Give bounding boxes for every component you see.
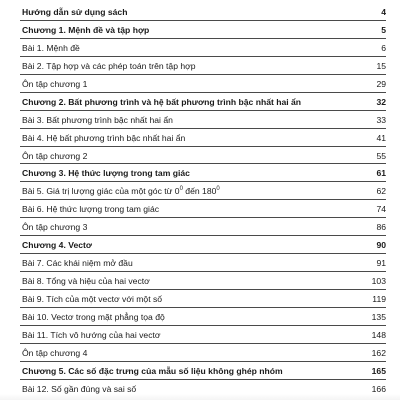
toc-entry-page: 165 — [371, 365, 386, 376]
toc-entry-title-part: Bài 5. Giá trị lượng giác của một góc từ 0 — [22, 186, 180, 197]
toc-entry-page: 62 — [376, 186, 386, 197]
toc-row-lesson-10[interactable] — [20, 308, 386, 326]
toc-entry-title: Ôn tập chương 2 — [22, 150, 88, 161]
toc-entry-page: 33 — [376, 114, 386, 125]
toc-row-lesson-8[interactable] — [20, 272, 386, 290]
toc-row-review-1[interactable] — [20, 75, 386, 93]
toc-entry-page: 90 — [376, 240, 386, 251]
toc-entry-page: 4 — [381, 7, 386, 17]
toc-entry-title: Bài 8. Tổng và hiệu của hai vectơ — [22, 276, 150, 287]
toc-entry-page: 6 — [381, 42, 386, 53]
toc-entry-page: 166 — [371, 383, 386, 394]
toc-entry-page: 15 — [376, 60, 386, 71]
toc-row-chapter-2[interactable] — [20, 93, 386, 111]
toc-entry-page: 103 — [371, 276, 386, 287]
toc-entry-title: Bài 6. Hệ thức lượng trong tam giác — [22, 204, 160, 215]
table-of-contents — [20, 3, 386, 398]
toc-row-lesson-6[interactable] — [20, 200, 386, 218]
degree-superscript: 0 — [216, 186, 220, 193]
toc-entry-title: Chương 1. Mệnh đề và tập hợp — [22, 24, 150, 35]
toc-entry-page: 29 — [376, 78, 386, 89]
toc-entry-page: 74 — [376, 204, 386, 215]
toc-entry-page: 5 — [381, 24, 386, 35]
toc-row-review-4[interactable] — [20, 344, 386, 362]
toc-entry-page: 86 — [376, 222, 386, 233]
toc-entry-title: Bài 7. Các khái niệm mở đầu — [22, 258, 133, 269]
toc-entry-page: 162 — [371, 347, 386, 358]
toc-entry-title: Ôn tập chương 1 — [22, 78, 88, 89]
toc-entry-title: Bài 2. Tập hợp và các phép toán trên tập hợp — [22, 60, 196, 71]
toc-entry-title: Bài 3. Bất phương trình bậc nhất hai ẩn — [22, 114, 173, 125]
toc-row-lesson-1[interactable] — [20, 39, 386, 57]
toc-row-lesson-4[interactable] — [20, 129, 386, 147]
toc-row-chapter-1[interactable] — [20, 21, 386, 39]
toc-entry-page: 135 — [371, 311, 386, 322]
toc-entry-title: Bài 11. Tích vô hướng của hai vectơ — [22, 329, 161, 340]
toc-entry-title: Bài 4. Hệ bất phương trình bậc nhất hai ẩn — [22, 132, 186, 143]
toc-row-lesson-11[interactable] — [20, 326, 386, 344]
toc-entry-page: 119 — [372, 294, 386, 304]
toc-entry-title: Chương 2. Bất phương trình và hệ bất phương trình bậc nhất hai ẩn — [22, 96, 302, 107]
toc-row-chapter-3[interactable] — [20, 164, 386, 182]
toc-row-review-2[interactable] — [20, 147, 386, 165]
toc-entry-title: Bài 9. Tích của một vectơ với một số — [22, 294, 163, 304]
toc-entry-title: Bài 1. Mệnh đề — [22, 42, 80, 53]
degree-superscript: 0 — [179, 186, 183, 193]
toc-entry-title: Bài 10. Vectơ trong mặt phẳng tọa độ — [22, 311, 165, 322]
toc-entry-page: 32 — [376, 96, 386, 107]
toc-row-review-3[interactable] — [20, 218, 386, 236]
toc-row-lesson-5[interactable] — [20, 182, 386, 200]
toc-entry-title: Chương 3. Hệ thức lượng trong tam giác — [22, 168, 190, 179]
toc-row-lesson-3[interactable] — [20, 111, 386, 129]
toc-entry-title — [22, 183, 220, 201]
toc-entry-title: Bài 12. Số gần đúng và sai số — [22, 383, 137, 394]
toc-row-chapter-4[interactable] — [20, 236, 386, 254]
toc-entry-page: 61 — [376, 168, 386, 179]
toc-row-lesson-2[interactable] — [20, 57, 386, 75]
toc-entry-title: Ôn tập chương 4 — [22, 347, 88, 358]
toc-entry-page: 91 — [376, 258, 386, 269]
toc-entry-title: Chương 5. Các số đặc trưng của mẫu số liệu không ghép nhóm — [22, 365, 283, 376]
toc-entry-title-part: đến 180 — [182, 186, 217, 197]
toc-entry-page: 41 — [376, 132, 386, 143]
page-bottom-fade — [0, 394, 400, 400]
toc-entry-title: Chương 4. Vectơ — [22, 240, 93, 251]
toc-entry-title: Hướng dẫn sử dụng sách — [22, 7, 128, 17]
toc-row-guide[interactable] — [20, 3, 386, 21]
toc-row-lesson-9[interactable] — [20, 290, 386, 308]
toc-entry-title: Ôn tập chương 3 — [22, 222, 88, 233]
toc-entry-page: 148 — [371, 329, 386, 340]
toc-entry-page: 55 — [376, 150, 386, 161]
toc-row-chapter-5[interactable] — [20, 362, 386, 380]
toc-row-lesson-7[interactable] — [20, 254, 386, 272]
